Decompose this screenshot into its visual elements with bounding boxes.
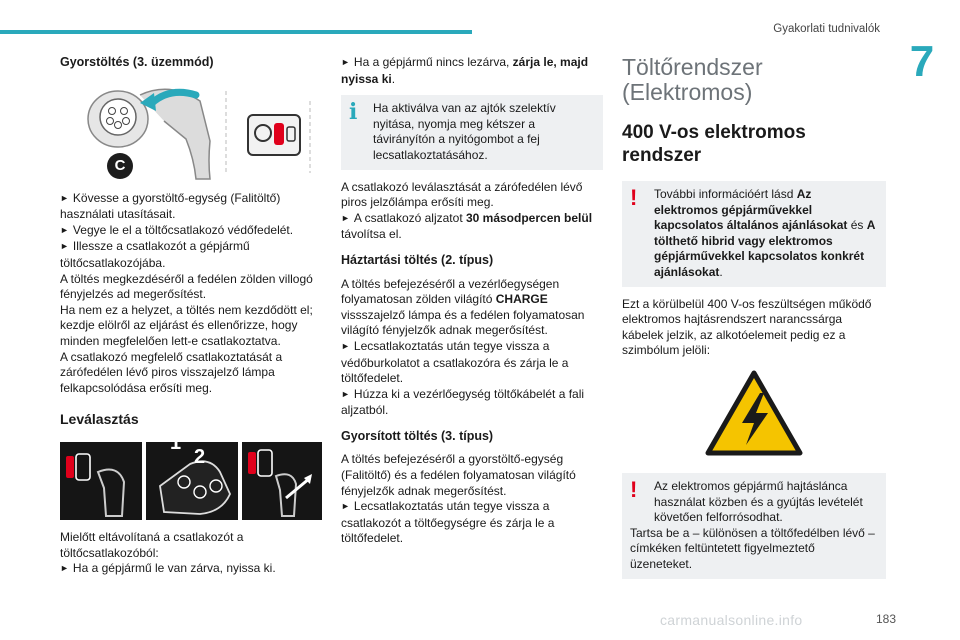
warning-note-hot-powertrain: ! Az elektromos gépjármű hajtáslánca használat közben és a gyújtás levételét követően felforrósodhat. Tartsa be a – különösen a töltőfedélben lévő – címkéken feltüntetett figyelmeztető üzeneteket. xyxy=(622,473,886,579)
header-accent-bar xyxy=(0,30,472,34)
warning-exclamation-icon: ! xyxy=(630,476,638,502)
header-title: Gyakorlati tudnivalók xyxy=(773,23,880,35)
bullet-lock-unlock: ► Ha a gépjármű nincs lezárva, zárja le, majd nyissa ki. xyxy=(341,55,589,86)
warning-exclamation-icon: ! xyxy=(630,185,638,210)
paragraph-disconnect-confirm: A csatlakozó leválasztását a zárófedélen lévő piros jelzőlámpa erősíti meg. xyxy=(341,179,583,210)
arrow-icon: ► xyxy=(60,241,69,252)
arrow-icon: ► xyxy=(60,192,69,203)
column-1 xyxy=(60,55,322,578)
warning-note-more-info: ! További információért lásd Az elektromos gépjárművekkel kapcsolatos általános ajánlásokat és A tölthető hibrid vagy elektromos gépjárművekkel kapcsolatos konkrét ajánlásokat. xyxy=(622,181,886,287)
bullet-unplug-cable: ► Húzza ki a vezérlőegység töltőkábelét a fali aljzatból. xyxy=(341,386,585,418)
paragraph-lock-confirm: A csatlakozó megfelelő csatlakoztatását a zárófedélen lévő piros visszajelző lámpa felkapcsolódása erősíti meg. xyxy=(60,349,283,395)
chapter-title: Töltőrendszer (Elektromos) xyxy=(622,54,763,105)
arrow-icon: ► xyxy=(60,563,69,574)
paragraph-accelerated-end: A töltés befejezéséről a gyorstöltő-egység (Falitöltő) és a fedélen folyamatosan világító fényjelzők adnak megerősítést. xyxy=(341,452,576,498)
bullet-insert-connector: ► Illessze a csatlakozót a gépjármű töltőcsatlakozójába. xyxy=(60,239,250,270)
step-label-2: 2 xyxy=(194,445,206,468)
bullet-follow-instructions: ► Kövesse a gyorstöltő-egység (Falitöltő) használati utasításait. xyxy=(60,190,281,222)
heading-accelerated-charge: Gyorsított töltés (3. típus) xyxy=(341,428,494,443)
section-title: 400 V-os elektromos rendszer xyxy=(622,122,806,166)
arrow-icon: ► xyxy=(60,224,69,235)
arrow-icon: ► xyxy=(341,340,350,351)
chapter-number: 7 xyxy=(909,37,935,86)
paragraph-not-started: Ha nem ez a helyzet, a töltés nem kezdődött el; kezdje elölről az eljárást és ellenőrizze, hogy minden megfelelően lett-e csatlakoztatva. xyxy=(60,302,313,348)
heading-disconnect: Leválasztás xyxy=(60,411,139,428)
bullet-replace-cover: ► Lecsatlakoztatás után tegye vissza a védőburkolatot a csatlakozóra és zárja le a töltőfedelet. xyxy=(341,338,569,386)
bullet-unlock-vehicle: ► Ha a gépjármű le van zárva, nyissa ki. xyxy=(60,561,276,576)
bullet-remove-cover: ► Vegye le el a töltőcsatlakozó védőfedelét. xyxy=(60,222,294,237)
heading-domestic-charge: Háztartási töltés (2. típus) xyxy=(341,252,494,267)
arrow-icon: ► xyxy=(341,388,350,399)
column-3 xyxy=(622,55,886,589)
figure-badge-c: C xyxy=(107,153,133,179)
connector-illustration xyxy=(60,81,322,181)
figure-disconnect xyxy=(60,431,322,520)
info-note-selective-unlock: i Ha aktiválva van az ajtók szelektív nyitása, nyomja meg kétszer a távirányítón a nyitógombot a fej lecsatlakoztatásához. xyxy=(341,95,603,169)
page-number: 183 xyxy=(875,612,896,626)
arrow-icon: ► xyxy=(341,501,350,512)
figure-fast-charge xyxy=(60,81,322,181)
info-icon: i xyxy=(349,99,358,126)
step-label-1: 1 xyxy=(170,431,182,454)
column-2 xyxy=(341,55,603,547)
bullet-remove-within-30s: ► A csatlakozó aljzatot 30 másodpercen belül távolítsa el. xyxy=(341,210,593,242)
paragraph-start-confirm: A töltés megkezdéséről a fedélen zölden villogó fényjelzés ad megerősítést. xyxy=(60,271,313,302)
high-voltage-warning-icon xyxy=(704,369,804,459)
disconnect-illustration xyxy=(60,442,322,520)
heading-fast-charge: Gyorstöltés (3. üzemmód) xyxy=(60,55,214,69)
bullet-return-connector: ► Lecsatlakoztatás után tegye vissza a csatlakozót a töltőegységre és zárja le a töltőfedelet. xyxy=(341,499,555,546)
arrow-icon: ► xyxy=(341,57,350,67)
watermark: carmanualsonline.info xyxy=(660,612,803,628)
paragraph-domestic-end: A töltés befejezéséről a vezérlőegységen folyamatosan zölden világító CHARGE vissszajelző lámpa és a fedélen folyamatosan világító fényjelzők adnak megerősítést. xyxy=(341,276,585,338)
high-voltage-symbol xyxy=(622,369,886,465)
arrow-icon: ► xyxy=(341,212,350,223)
paragraph-400v-system: Ezt a körülbelül 400 V-os feszültségen működő elektromos hajtásrendszert narancssárga kábelek jelzik, az alkotóelemeit pedig ez a szimbólum jelöli: xyxy=(622,296,872,358)
paragraph-before-remove: Mielőtt eltávolítaná a csatlakozót a töltőcsatlakozóból: xyxy=(60,529,244,560)
